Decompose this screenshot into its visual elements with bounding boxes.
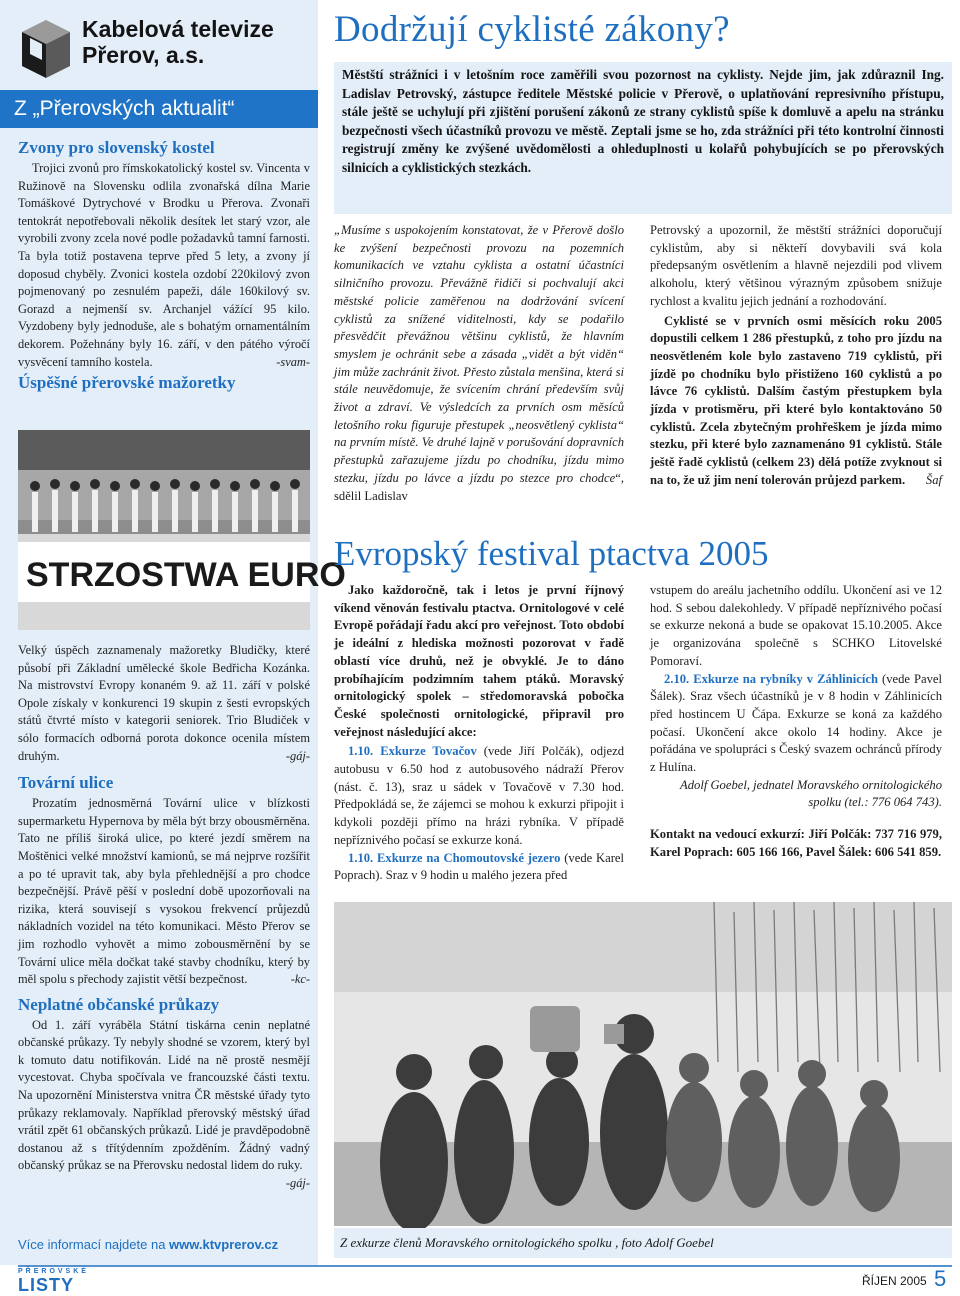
article-title-tovarni: Tovární ulice <box>18 773 114 793</box>
event-2-text: (vede Karel Poprach). Sraz v 9 hodin u malého jezera před <box>334 850 625 883</box>
website-link[interactable]: www.ktvprerov.cz <box>169 1237 279 1252</box>
footer-logo-main: LISTY <box>18 1275 75 1295</box>
footer-logo <box>18 1268 89 1296</box>
more-info-line: Více informací najdete na www.ktvprerov.cz <box>18 1237 279 1252</box>
event-3-text: (vede Pavel Šálek). Sraz všech účastníků je v 8 hodin v Záhlinicích před hostincem U Čápa. Exkurze se koná za každého počasí. Ukončení akce okolo 14 hodiny. Akce je pořádána ve spolupráci s Český svazem ochránců přírody z Hulína. <box>650 671 942 775</box>
event-3-title: Exkurze na rybníky v Záhlinicích <box>693 671 878 686</box>
article-sign-tovarni: -kc- <box>290 972 310 987</box>
majorettes-photo <box>18 430 346 630</box>
cube-logo-icon <box>14 12 78 82</box>
event-2-title: Exkurze na Chomoutovské jezero <box>377 850 561 865</box>
page-number: 5 <box>934 1266 947 1291</box>
event-1-title: Exkurze Tovačov <box>380 744 477 759</box>
article-text-zvony: Trojici zvonů pro římskokatolický kostel sv. Vincenta v Ružinově na Slovensku odlila zvonařská dílna Marie Tomáškové Dytrychové v Brodku u Přerova. Zvonaři tentokrát nepotřebovali několik desítek let starý vzor, ale vyrobili zvony zcela nové podle požadavků tamní farnosti. Ta byla totiž postavena teprve před 5 lety, a zvony jí doposud chyběly. Zvonici kostela ozdobí 220kilový zvon pojmenovaný po zesnulém papeži, dále 160kilový sv. Gorazd a nejmenší sv. Archanjel vážící 95 kilo. Vyzdobeny byly jednoduše, ale s bohatým ornamentálním dekorem. Požehnány byly 16. září, v den pátého výročí vysvěcení tamního kostela. -svam- <box>18 160 310 371</box>
cyclists-column-2 <box>650 222 942 490</box>
festival-text-2: vstupem do areálu jachetního oddílu. Ukončení asi ve 12 hod. S sebou dalekohledy. V případě nepříznivého počasí se exkurze nekoná a bude se opakovat 15.10.2005. Akce je organizována společně s SCHKO Litovelské Pomoraví. <box>650 583 942 668</box>
cyclists-quote: „Musíme s uspokojením konstatovat, že v Přerově došlo ke zvýšení bezpečnosti provozu na pozemních komunikacích ve vztahu cyklista a ostatní účastníci silničního provozu. Převážně řidiči si pochvalují akci městské policie zaměřenou na dodržování svícení cyklistů za snížené viditelnosti, kdy se podařilo přesvědčit převážnou většinu cyklistů, že hlavním smyslem je ochránit sebe a zásada „vidět a být viděn“ jim může zachránit život. Přesto zůstala menšina, která si stále neuvědomuje, že svícením chrání především svůj život a zdraví. Ve výsledcích za prvních osm měsíců letošního roku figuruje přestupek „neosvětlený cyklista“ na prvním místě. Ve druhé lajně v porušování dopravních přestupků zařazujeme jízdu po chodníku, jízdu mimo stezku, jízdu po lávce a jízdu po stezce pro chodce <box>334 223 624 485</box>
article-title-prukazy: Neplatné občanské průkazy <box>18 994 220 1014</box>
festival-intro: Jako každoročně, tak i letos je první říjnový víkend věnován festivalu ptactva. Ornitologové v celé Evropě pořádají řadu akcí pro veřejnost. Toto období je ideální z hlediska možnosti pozorovat v řadě oblastí více druhů, než je obvyklé. Je to dáno probíhajícím podzimním tahem ptáků. Moravský ornitologický spolek – středomoravská pobočka České společnosti ornitologické, připravil pro veřejnost následující akce: <box>334 583 624 739</box>
section-banner: Z „Přerovských aktualit“ <box>0 90 318 128</box>
festival-contact: Kontakt na vedoucí exkurzí: Jiří Polčák: 737 716 979, Karel Poprach: 605 166 166, Pavel Šálek: 606 541 859. <box>650 827 942 859</box>
article-sign-zvony: -svam- <box>276 354 310 369</box>
cyclists-text-2: Petrovský a upozornil, že městští strážníci doporučují cyklistům, aby si někteří dovybavili svá kola předepsaným osvětlením a hlavně nejezdili pod vlivem alkoholu, který většinou výrazným způsobem snižuje rychlost a kvalitu jejich jednání a rozhodování. <box>650 223 942 308</box>
logo-line-2: Přerov, a.s. <box>82 42 205 68</box>
article-text-mazoretky: Velký úspěch zaznamenaly mažoretky Bludičky, které působí při Základní umělecké škole Bedřicha Kozánka. Na mistrovství Evropy konaném 9. až 11. září v polské Opole získaly v konkurenci 19 skupin z šesti evropských států čtvrté místo v kategorii seniorek. Trio Bludiček v sólo formacích odborná porota dokonce ocenila místem druhým. -gáj- <box>18 642 310 765</box>
cyclists-lead-box <box>334 62 952 214</box>
cyclists-lead-text: Městští strážníci i v letošním roce zaměřili svou pozornost na cyklisty. Nejde jim, jak zdůraznil Ing. Ladislav Petrovský, zástupce ředitele Městské policie v Přerově, o uplatňování represivního přístupu, stále ještě se uchylují při zjištění porušení zákonů ze strany cyklistů spíše k domluvě a apelu na stránku bezpečnosti všech účastníků provozu ve městě. Zeptali jsme se ho, zda strážníci při této kontrolní činnosti registrují změny ke zvýšené uvědomělosti a ohleduplnosti u kolařů pohybujících se po přerovských silnicích a cyklistických stezkách. <box>342 67 944 175</box>
footer-logo-top: PŘEROVSKÉ <box>18 1268 89 1275</box>
event-2-date: 1.10. <box>348 850 374 865</box>
photo-banner-text: STRZOSTWA EURO <box>26 556 346 594</box>
article-text-tovarni: Prozatím jednosměrná Tovární ulice v blízkosti supermarketu Hypernova by měla být brzy obousměrněna. Tato ne příliš široká ulice, po které jezdí směrem na Moštěnici velké množství kamionů, se má nejprve rozšířit a po té upravit tak, aby byla přehlednější a pro chodce bezpečnější. Právě pěší v poslední době upozorňovali na rizika, která souvisejí s vysokou frekvencí průjezdů nákladních vozidel na této komunikaci. Město Přerov se jim rozhodlo vyhovět a mimo zobousměrnění by se Tovární ulice měla dočkat také stavby chodníku, který by měl spolu s přechody zajistit větší bezpečnost. -kc- <box>18 795 310 989</box>
article-title-mazoretky: Úspěšné přerovské mažoretky <box>18 373 236 393</box>
event-1-date: 1.10. <box>348 744 374 759</box>
article-sign-prukazy: -gáj- <box>285 1176 310 1191</box>
event-3-date: 2.10. <box>664 671 690 686</box>
cyclists-stats: Cyklisté se v prvních osmi měsících roku 2005 dopustili celkem 1 286 přestupků, z toho pro jízdu na neosvětleném kole bylo zastaveno 719 cyklistů, při jízdě po chodníku bylo přistiženo 160 cyklistů a po lávce 76 cyklistů. Dalším častým přestupkem byla jízda v protisměru, při které bylo kontaktováno 50 cyklistů. Zcela zbytečným prohřeškem je jízda mimo stezku, při které bylo zaznamenáno 91 cyklistů. Stále ještě řadě cyklistů (celkem 23) dělá potíže zvyknout si na to, že už jim není tolerován průjezd parkem. <box>650 313 942 487</box>
cyclists-quote-tail: “, sdělil Ladislav <box>334 470 624 503</box>
footer-rule <box>18 1265 952 1267</box>
photo-caption: Z exkurze členů Moravského ornitologického spolku , foto Adolf Goebel <box>334 1228 952 1258</box>
event-1-text: (vede Jiří Polčák), odjezd autobusu v 6.50 hod z autobusového nádraží Přerov (nást. č. 13), sraz u sádek v Tovačově v 7.30 hod. Předpokládá se, že zájemci se mohou k exkurzi připojit i kdykoli později přímo na hrázi rybníka. V případě nepříznivého počasí se exkurze koná. <box>334 744 624 847</box>
festival-title: Evropský festival ptactva 2005 <box>334 534 769 573</box>
left-column <box>0 0 346 1265</box>
left-articles <box>18 138 310 395</box>
logo-line-1: Kabelová televize <box>82 16 274 42</box>
cyclists-sign: Šaf <box>925 472 942 487</box>
article-sign-mazoretky: -gáj- <box>285 748 310 763</box>
cyclists-title: Dodržují cyklisté zákony? <box>334 9 730 50</box>
article-text-prukazy: Od 1. září vyráběla Státní tiskárna cenin neplatné občanské průkazy. Ty nebyly shodné se vzorem, který byl k tomuto datu notifikován. Lidé na ně prostě nesmějí vycestovat. Chyba spočívala ve francouzské části textu. Na upozornění Ministerstva vnitra ČR městské úřady tyto průkazy reklamovaly. Například přerovský městský úřad vrátil zpět 61 občanských průkazů. Lidé je pravděpodobně dostanou až s třítýdenním zpožděním. Žádný vadný občanský průkaz se na Přerovsku nedostal lidem do ruky. -gáj- <box>18 1017 310 1175</box>
ktv-logo <box>14 10 314 86</box>
footer-date: ŘÍJEN 2005 <box>862 1274 927 1288</box>
birdwatchers-photo <box>334 902 952 1226</box>
festival-column-2 <box>650 582 942 862</box>
left-articles-2 <box>18 642 310 1193</box>
festival-column-1 <box>334 582 624 885</box>
festival-author: Adolf Goebel, jednatel Moravského ornitologického spolku (tel.: 776 064 743). <box>680 777 942 810</box>
cyclists-column-1 <box>334 222 624 505</box>
article-title-zvony: Zvony pro slovenský kostel <box>18 138 215 157</box>
